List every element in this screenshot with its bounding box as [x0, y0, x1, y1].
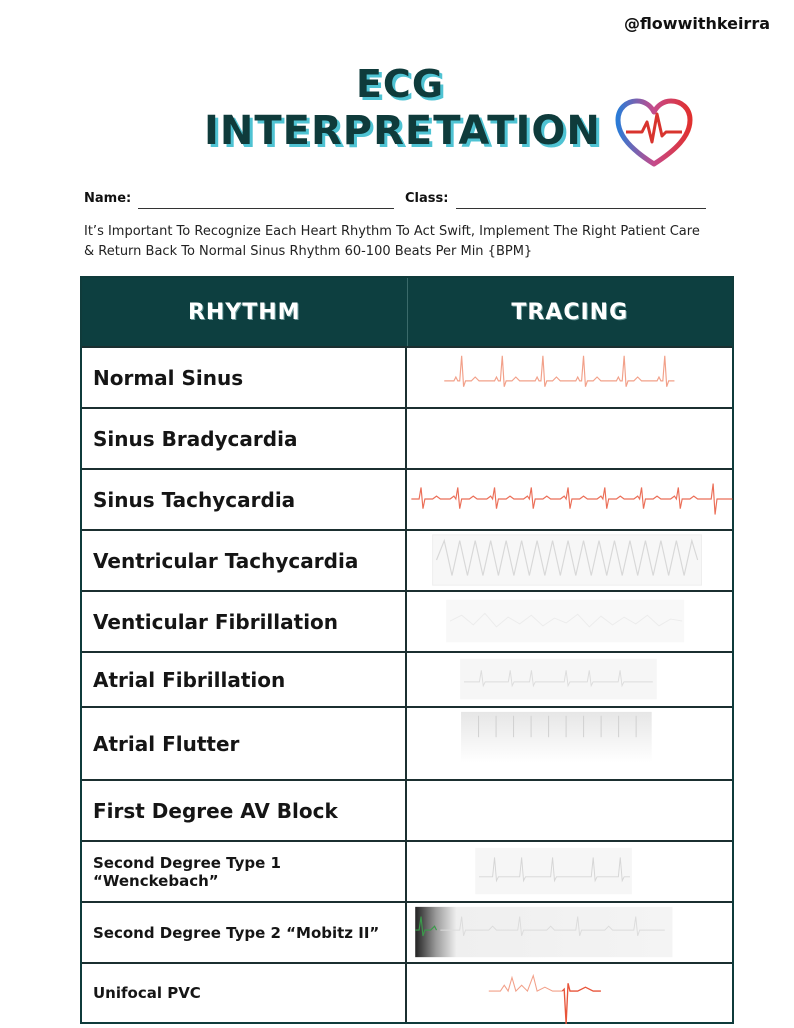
table-row — [82, 346, 732, 407]
rhythm-label: Sinus Bradycardia — [82, 409, 407, 468]
tracing-cell — [407, 470, 732, 529]
title-ecg: ECG — [355, 62, 445, 106]
table-row — [82, 706, 732, 779]
tracing-cell — [407, 653, 732, 706]
header-tracing: TRACING — [511, 299, 629, 325]
tracing-cell — [407, 348, 732, 407]
author-handle: @flowwithkeirra — [623, 14, 770, 33]
rhythm-label: Second Degree Type 2 “Mobitz II” — [82, 903, 407, 962]
table-row — [82, 901, 732, 962]
table-row — [82, 779, 732, 840]
tracing-cell — [407, 964, 732, 1022]
title-interpretation: INTERPRETATION — [204, 108, 601, 154]
rhythm-label: Atrial Fibrillation — [82, 653, 407, 706]
rhythm-label: Sinus Tachycardia — [82, 470, 407, 529]
rhythm-label: Ventricular Tachycardia — [82, 531, 407, 590]
tracing-cell — [407, 842, 732, 901]
header-rhythm: RHYTHM — [82, 278, 408, 346]
ecg-tracing — [407, 348, 732, 407]
table-row — [82, 962, 732, 1022]
table-row — [82, 529, 732, 590]
table-row — [82, 840, 732, 901]
tracing-cell — [407, 531, 732, 590]
rhythm-label: Normal Sinus — [82, 348, 407, 407]
ecg-tracing — [407, 592, 732, 651]
rhythm-label: Unifocal PVC — [82, 964, 407, 1022]
ecg-tracing — [407, 531, 732, 590]
class-label: Class: — [405, 191, 449, 206]
ecg-tracing — [407, 708, 732, 779]
ecg-tracing — [407, 470, 732, 529]
table-row — [82, 590, 732, 651]
rhythm-label: Atrial Flutter — [82, 708, 407, 779]
table-header — [82, 278, 732, 346]
ecg-tracing — [407, 653, 732, 706]
name-label: Name: — [84, 191, 132, 206]
tracing-cell — [407, 903, 732, 962]
table-row — [82, 468, 732, 529]
tracing-cell — [407, 708, 732, 779]
ecg-tracing — [407, 842, 732, 901]
rhythm-label: Second Degree Type 1 “Wenckebach” — [82, 842, 407, 901]
form-row — [84, 188, 706, 212]
rhythm-label: First Degree AV Block — [82, 781, 407, 840]
table-row — [82, 407, 732, 468]
rhythm-table — [80, 276, 734, 1024]
heart-ecg-icon — [612, 98, 696, 170]
table-row — [82, 651, 732, 706]
rhythm-label: Venticular Fibrillation — [82, 592, 407, 651]
tracing-cell — [407, 592, 732, 651]
intro-text: It’s Important To Recognize Each Heart Rhythm To Act Swift, Implement The Right Patient Care & Return Back To Normal Sinus Rhythm 60-100 Beats Per Min {BPM} — [84, 224, 700, 259]
name-field[interactable] — [138, 208, 394, 209]
ecg-tracing — [407, 903, 732, 962]
tracing-cell — [407, 409, 732, 468]
tracing-cell — [407, 781, 732, 840]
ecg-tracing — [407, 964, 732, 1022]
class-field[interactable] — [456, 208, 706, 209]
